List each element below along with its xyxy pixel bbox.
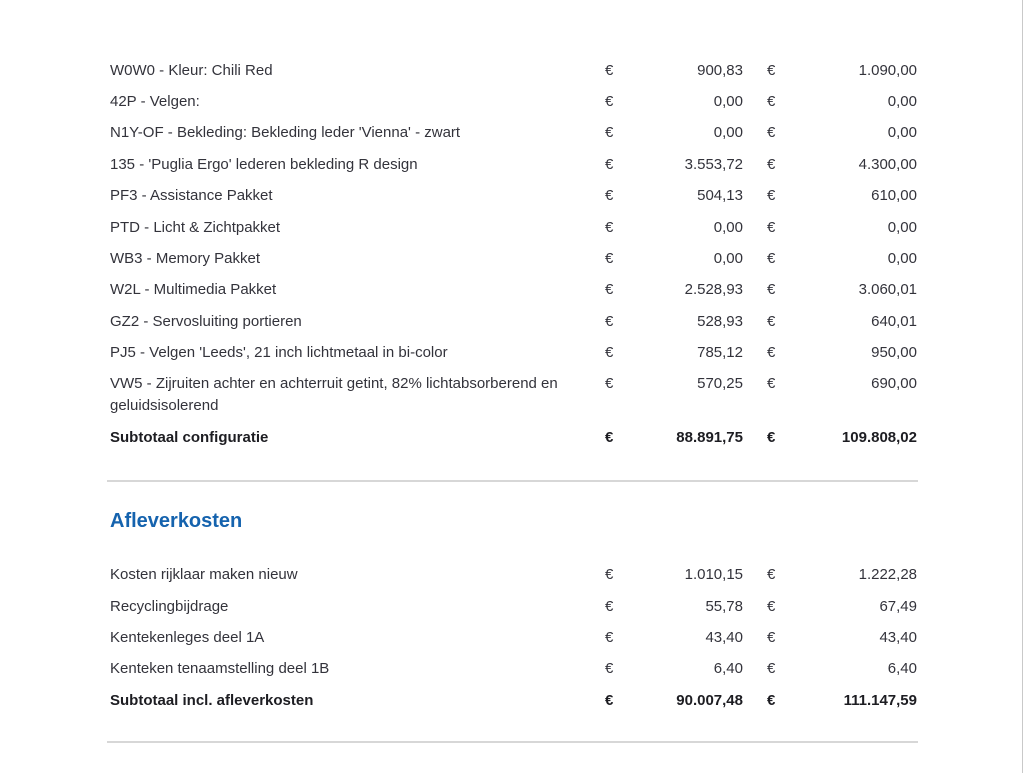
- currency-symbol: €: [767, 281, 776, 299]
- item-amount-incl: 0,00: [887, 124, 917, 142]
- currency-symbol: €: [767, 155, 776, 173]
- item-amount-incl: 950,00: [871, 344, 917, 362]
- item-amount-excl: 0,00: [713, 249, 743, 267]
- item-label: N1Y-OF - Bekleding: Bekleding leder 'Vienna' - zwart: [110, 124, 461, 142]
- item-amount-excl: 570,25: [697, 375, 743, 393]
- item-label: Kosten rijklaar maken nieuw: [110, 566, 298, 584]
- currency-symbol: €: [605, 155, 614, 173]
- subtotal-row-configuration: [110, 422, 917, 453]
- item-amount-incl: 6,40: [887, 660, 917, 678]
- subtotal-amount-incl: 111.147,59: [843, 691, 917, 709]
- item-amount-excl: 0,00: [713, 218, 743, 236]
- currency-symbol: €: [605, 628, 614, 646]
- currency-symbol: €: [767, 249, 776, 267]
- currency-symbol: €: [767, 187, 776, 205]
- currency-symbol: €: [767, 566, 776, 584]
- item-amount-excl: 0,00: [713, 124, 743, 142]
- table-row: [110, 243, 917, 274]
- currency-symbol: €: [767, 597, 776, 615]
- section-divider: [107, 480, 918, 482]
- subtotal-label: Subtotaal incl. afleverkosten: [110, 691, 314, 709]
- item-amount-incl: 0,00: [887, 249, 917, 267]
- currency-symbol: €: [605, 281, 614, 299]
- item-amount-incl: 43,40: [879, 628, 917, 646]
- item-label: GZ2 - Servosluiting portieren: [110, 312, 302, 330]
- table-row: [110, 306, 917, 337]
- currency-symbol: €: [767, 124, 776, 142]
- currency-symbol: €: [605, 691, 614, 709]
- currency-symbol: €: [605, 187, 614, 205]
- item-amount-incl: 4.300,00: [858, 155, 917, 173]
- item-amount-incl: 0,00: [887, 218, 917, 236]
- delivery-costs-section: [110, 560, 917, 717]
- currency-symbol: €: [605, 312, 614, 330]
- item-amount-excl: 528,93: [697, 312, 743, 330]
- item-amount-excl: 55,78: [705, 597, 743, 615]
- subtotal-amount-incl: 109.808,02: [841, 428, 917, 446]
- item-label: PJ5 - Velgen 'Leeds', 21 inch lichtmetaal in bi-color: [110, 344, 448, 362]
- item-amount-incl: 690,00: [871, 375, 917, 393]
- table-row: [110, 560, 917, 591]
- currency-symbol: €: [767, 312, 776, 330]
- currency-symbol: €: [605, 660, 614, 678]
- item-amount-incl: 67,49: [879, 597, 917, 615]
- currency-symbol: €: [767, 660, 776, 678]
- item-amount-excl: 785,12: [697, 344, 743, 362]
- currency-symbol: €: [605, 249, 614, 267]
- table-row: [110, 149, 917, 180]
- item-label: W0W0 - Kleur: Chili Red: [110, 61, 273, 79]
- currency-symbol: €: [767, 61, 776, 79]
- currency-symbol: €: [767, 93, 776, 111]
- item-label: PF3 - Assistance Pakket: [110, 187, 273, 205]
- currency-symbol: €: [605, 344, 614, 362]
- table-row: [110, 654, 917, 685]
- subtotal-label: Subtotaal configuratie: [110, 428, 269, 446]
- subtotal-amount-excl: 88.891,75: [676, 428, 743, 446]
- table-row: [110, 337, 917, 368]
- item-label: WB3 - Memory Pakket: [110, 249, 261, 267]
- currency-symbol: €: [605, 124, 614, 142]
- table-row: [110, 118, 917, 149]
- table-row: [110, 212, 917, 243]
- item-amount-incl: 1.090,00: [858, 61, 917, 79]
- section-divider: [107, 741, 918, 743]
- currency-symbol: €: [767, 628, 776, 646]
- item-label: Kentekenleges deel 1A: [110, 628, 265, 646]
- item-amount-excl: 1.010,15: [684, 566, 743, 584]
- currency-symbol: €: [767, 218, 776, 236]
- table-row: [110, 275, 917, 306]
- item-amount-excl: 2.528,93: [684, 281, 743, 299]
- currency-symbol: €: [767, 344, 776, 362]
- item-label: W2L - Multimedia Pakket: [110, 281, 277, 299]
- currency-symbol: €: [605, 61, 614, 79]
- item-amount-excl: 43,40: [705, 628, 743, 646]
- item-amount-incl: 0,00: [887, 93, 917, 111]
- currency-symbol: €: [605, 428, 614, 446]
- item-amount-incl: 3.060,01: [858, 281, 917, 299]
- table-row: [110, 591, 917, 622]
- currency-symbol: €: [605, 218, 614, 236]
- item-amount-excl: 0,00: [713, 93, 743, 111]
- item-label: Recyclingbijdrage: [110, 597, 229, 615]
- item-amount-incl: 640,01: [871, 312, 917, 330]
- document-body: [110, 55, 917, 716]
- item-label: PTD - Licht & Zichtpakket: [110, 218, 281, 236]
- table-row: [110, 181, 917, 212]
- subtotal-row-delivery: [110, 685, 917, 716]
- table-row: [110, 55, 917, 86]
- item-label: 135 - 'Puglia Ergo' lederen bekleding R design: [110, 155, 418, 173]
- item-amount-incl: 1.222,28: [858, 566, 917, 584]
- table-row: [110, 622, 917, 653]
- table-row: [110, 369, 917, 422]
- item-amount-excl: 3.553,72: [684, 155, 743, 173]
- item-label: 42P - Velgen:: [110, 93, 200, 111]
- currency-symbol: €: [605, 375, 614, 393]
- currency-symbol: €: [767, 428, 776, 446]
- currency-symbol: €: [605, 93, 614, 111]
- page-edge-line: [1022, 0, 1023, 773]
- currency-symbol: €: [605, 597, 614, 615]
- item-amount-incl: 610,00: [871, 187, 917, 205]
- item-amount-excl: 504,13: [697, 187, 743, 205]
- subtotal-amount-excl: 90.007,48: [676, 691, 743, 709]
- currency-symbol: €: [767, 691, 776, 709]
- item-amount-excl: 6,40: [713, 660, 743, 678]
- item-amount-excl: 900,83: [697, 61, 743, 79]
- currency-symbol: €: [605, 566, 614, 584]
- section-heading-afleverkosten: Afleverkosten: [110, 509, 243, 532]
- item-label: Kenteken tenaamstelling deel 1B: [110, 660, 330, 678]
- table-row: [110, 86, 917, 117]
- currency-symbol: €: [767, 375, 776, 393]
- configuration-items-section: [110, 55, 917, 454]
- item-label: VW5 - Zijruiten achter en achterruit getint, 82% lichtabsorberend en geluidsisolerend: [110, 375, 558, 415]
